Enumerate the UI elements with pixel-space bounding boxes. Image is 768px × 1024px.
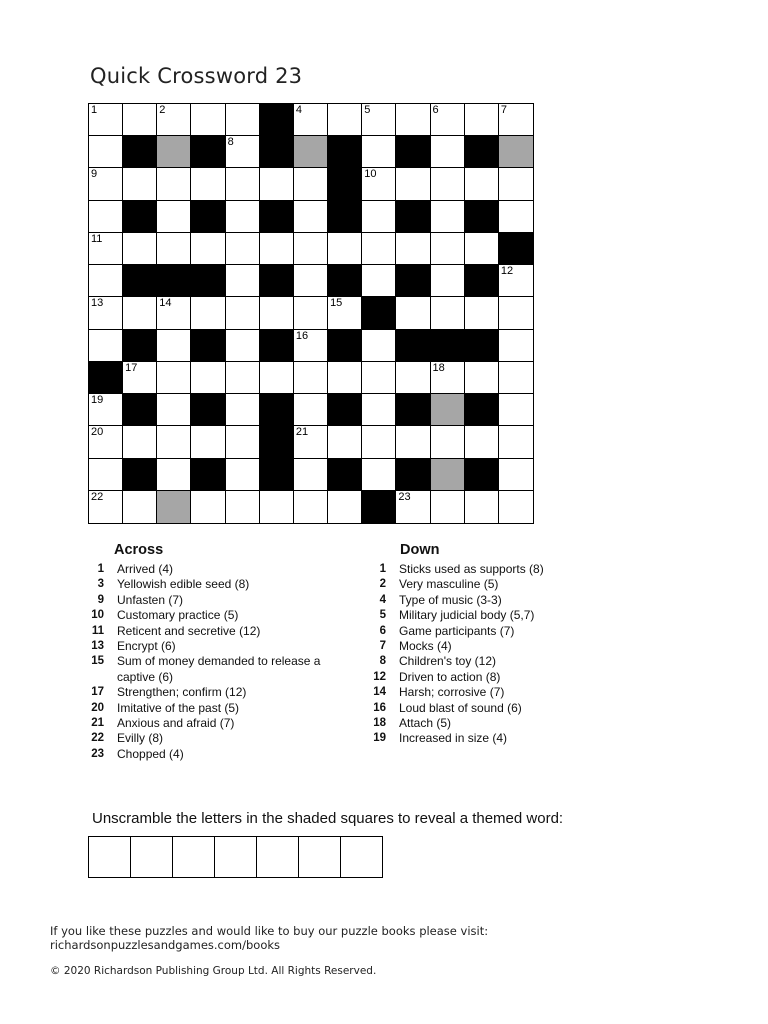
grid-square[interactable]: [362, 201, 396, 233]
clue-text: Loud blast of sound (6): [399, 700, 522, 715]
grid-square[interactable]: [396, 233, 430, 265]
grid-square[interactable]: [260, 233, 294, 265]
grid-square[interactable]: [226, 168, 260, 200]
grid-square[interactable]: [431, 426, 465, 458]
black-square: [123, 265, 157, 297]
grid-square[interactable]: [294, 104, 328, 136]
black-square: [396, 201, 430, 233]
down-clue: [360, 562, 600, 577]
black-square: [499, 233, 533, 265]
clue-text: Harsh; corrosive (7): [399, 685, 505, 700]
down-clue: [360, 731, 600, 746]
clue-text: Sticks used as supports (8): [399, 562, 544, 576]
grid-square[interactable]: [260, 362, 294, 394]
grid-square[interactable]: [499, 426, 533, 458]
grid-square[interactable]: [465, 168, 499, 200]
black-square: [396, 136, 430, 168]
black-square: [191, 459, 225, 491]
black-square: [191, 201, 225, 233]
footer-link[interactable]: richardsonpuzzlesandgames.com/books: [50, 938, 281, 952]
grid-square[interactable]: [362, 459, 396, 491]
black-square: [123, 136, 157, 168]
black-square: [123, 201, 157, 233]
clue-text: Children's toy (12): [399, 654, 496, 669]
across-clues: [78, 542, 358, 762]
clue-number: 6: [432, 104, 439, 116]
grid-square[interactable]: [294, 330, 328, 362]
black-square: [157, 265, 191, 297]
grid-square[interactable]: [226, 201, 260, 233]
grid-square[interactable]: [465, 491, 499, 523]
clue-number: 7: [500, 104, 507, 116]
black-square: [123, 330, 157, 362]
grid-square[interactable]: [499, 459, 533, 491]
clue-text: Imitative of the past (5): [117, 700, 240, 715]
black-square: [328, 459, 362, 491]
shaded-square[interactable]: [157, 136, 191, 168]
grid-square[interactable]: [89, 426, 123, 458]
clue-number: 14: [159, 297, 172, 310]
grid-square[interactable]: [396, 362, 430, 394]
clue-number: 1: [97, 563, 104, 575]
black-square: [396, 394, 430, 426]
grid-square[interactable]: [499, 201, 533, 233]
grid-square[interactable]: [431, 136, 465, 168]
across-clue: [78, 685, 358, 700]
black-square: [260, 394, 294, 426]
across-clue: [78, 593, 358, 608]
black-square: [260, 104, 294, 136]
down-clue: [360, 624, 600, 639]
clue-text: Reticent and secretive (12): [117, 623, 261, 638]
clue-number: 10: [364, 168, 377, 181]
clue-number: 15: [91, 655, 104, 668]
black-square: [89, 362, 123, 394]
grid-square[interactable]: [328, 233, 362, 265]
grid-square[interactable]: [328, 426, 362, 458]
clue-number: 1: [379, 563, 386, 575]
grid-square[interactable]: [191, 491, 225, 523]
grid-square[interactable]: [396, 297, 430, 329]
grid-square[interactable]: [191, 104, 225, 136]
clue-number: 13: [91, 297, 104, 310]
grid-square[interactable]: [89, 104, 123, 136]
grid-square[interactable]: [362, 426, 396, 458]
clue-number: 16: [295, 329, 309, 342]
across-clue: [78, 562, 358, 577]
grid-square[interactable]: [226, 265, 260, 297]
grid-square[interactable]: [123, 168, 157, 200]
clue-text: Encrypt (6): [117, 639, 176, 654]
grid-square[interactable]: [123, 233, 157, 265]
down-clue: [360, 593, 600, 608]
grid-square[interactable]: [226, 426, 260, 458]
black-square: [260, 265, 294, 297]
clue-number: 18: [432, 361, 445, 374]
clue-text: Anxious and afraid (7): [117, 716, 235, 731]
grid-square[interactable]: [123, 104, 157, 136]
black-square: [328, 330, 362, 362]
unscramble-prompt: Unscramble the letters in the shaded squares to reveal a themed word:: [92, 810, 564, 827]
clue-number: 9: [97, 593, 104, 606]
grid-square[interactable]: [123, 297, 157, 329]
grid-square[interactable]: [226, 362, 260, 394]
grid-square[interactable]: [157, 330, 191, 362]
answer-box[interactable]: [341, 837, 383, 877]
clue-number: 23: [398, 490, 411, 503]
footer-line1: If you like these puzzles and would like to buy our puzzle books please visit:: [50, 924, 489, 938]
across-clue: [78, 701, 358, 716]
clue-text: Military judicial body (5,7): [399, 608, 535, 623]
grid-square[interactable]: [123, 426, 157, 458]
black-square: [191, 330, 225, 362]
grid-square[interactable]: [294, 168, 328, 200]
black-square: [396, 265, 430, 297]
down-clue: [360, 577, 600, 592]
black-square: [260, 201, 294, 233]
grid-square[interactable]: [328, 104, 362, 136]
grid-square[interactable]: [157, 459, 191, 491]
answer-box[interactable]: [173, 837, 215, 877]
clue-number: 9: [91, 168, 98, 181]
grid-square[interactable]: [328, 297, 362, 329]
shaded-square[interactable]: [294, 136, 328, 168]
clue-number: 21: [91, 717, 104, 730]
grid-square[interactable]: [157, 201, 191, 233]
grid-square[interactable]: [226, 330, 260, 362]
black-square: [431, 330, 465, 362]
black-square: [465, 394, 499, 426]
grid-square[interactable]: [226, 394, 260, 426]
black-square: [191, 265, 225, 297]
across-clue: [78, 577, 358, 592]
across-clue: [78, 747, 358, 762]
grid-square[interactable]: [226, 233, 260, 265]
answer-box[interactable]: [215, 837, 257, 877]
clue-number: 19: [373, 732, 386, 745]
grid-square[interactable]: [431, 201, 465, 233]
grid-square[interactable]: [362, 362, 396, 394]
black-square: [465, 136, 499, 168]
grid-square[interactable]: [499, 362, 533, 394]
grid-square[interactable]: [294, 201, 328, 233]
grid-square[interactable]: [396, 104, 430, 136]
across-clue: [78, 654, 358, 685]
grid-square[interactable]: [294, 394, 328, 426]
clue-number: 4: [379, 593, 386, 606]
answer-box[interactable]: [299, 837, 341, 877]
clue-number: 20: [91, 426, 104, 439]
grid-square[interactable]: [294, 362, 328, 394]
grid-square[interactable]: [191, 233, 225, 265]
black-square: [260, 426, 294, 458]
black-square: [465, 459, 499, 491]
down-clue: [360, 608, 600, 623]
grid-square[interactable]: [89, 394, 123, 426]
down-clue: [360, 670, 600, 685]
clue-number: 3: [97, 578, 104, 591]
grid-square[interactable]: [294, 265, 328, 297]
clue-number: 8: [379, 655, 386, 668]
across-clue: [78, 608, 358, 623]
grid-square[interactable]: [89, 330, 123, 362]
grid-square[interactable]: [328, 491, 362, 523]
grid-square[interactable]: [362, 265, 396, 297]
grid-square[interactable]: [226, 104, 260, 136]
grid-square[interactable]: [226, 491, 260, 523]
grid-square[interactable]: [89, 136, 123, 168]
grid-square[interactable]: [362, 136, 396, 168]
across-heading: Across: [114, 542, 164, 558]
answer-box[interactable]: [131, 837, 173, 877]
clue-number: 7: [379, 640, 386, 653]
clue-text: Yellowish edible seed (8): [117, 577, 250, 592]
black-square: [362, 491, 396, 523]
across-clue-list: [78, 562, 358, 762]
puzzle-title: Quick Crossword 23: [90, 64, 303, 88]
down-clues: [360, 542, 600, 747]
grid-square[interactable]: [294, 297, 328, 329]
grid-square[interactable]: [226, 459, 260, 491]
clue-number: 3: [261, 104, 268, 116]
grid-square[interactable]: [226, 136, 260, 168]
clue-number: 12: [373, 670, 386, 683]
grid-square[interactable]: [396, 426, 430, 458]
grid-square[interactable]: [294, 233, 328, 265]
black-square: [328, 265, 362, 297]
grid-square[interactable]: [465, 362, 499, 394]
clue-text: Mocks (4): [399, 639, 452, 654]
clue-number: 6: [379, 624, 386, 637]
grid-square[interactable]: [157, 297, 191, 329]
grid-square[interactable]: [123, 362, 157, 394]
clue-text: Increased in size (4): [399, 731, 508, 746]
clue-text: Sum of money demanded to release a captive (6): [117, 654, 321, 684]
clue-text: Very masculine (5): [399, 577, 499, 592]
grid-square[interactable]: [260, 168, 294, 200]
black-square: [396, 330, 430, 362]
clue-number: 19: [91, 394, 104, 407]
grid-square[interactable]: [431, 233, 465, 265]
grid-square[interactable]: [499, 104, 533, 136]
grid-square[interactable]: [226, 297, 260, 329]
clue-number: 20: [91, 701, 104, 714]
grid-square[interactable]: [294, 426, 328, 458]
grid-square[interactable]: [465, 297, 499, 329]
shaded-square[interactable]: [157, 491, 191, 523]
across-clue: [78, 639, 358, 654]
clue-number: 15: [330, 297, 343, 310]
black-square: [328, 136, 362, 168]
grid-square[interactable]: [157, 426, 191, 458]
grid-square[interactable]: [89, 491, 123, 523]
grid-square[interactable]: [294, 491, 328, 523]
clue-number: 2: [379, 578, 386, 591]
black-square: [396, 459, 430, 491]
grid-square[interactable]: [499, 491, 533, 523]
grid-square[interactable]: [396, 491, 430, 523]
grid-square[interactable]: [157, 168, 191, 200]
down-clue: [360, 685, 600, 700]
grid-square[interactable]: [89, 459, 123, 491]
clue-number: 2: [159, 104, 166, 116]
grid-square[interactable]: [396, 168, 430, 200]
down-heading: Down: [400, 542, 440, 558]
black-square: [123, 459, 157, 491]
shaded-square[interactable]: [431, 394, 465, 426]
clue-number: 17: [125, 361, 138, 374]
grid-square[interactable]: [431, 491, 465, 523]
grid-square[interactable]: [431, 362, 465, 394]
grid-square[interactable]: [191, 297, 225, 329]
grid-square[interactable]: [89, 201, 123, 233]
black-square: [191, 136, 225, 168]
down-clue: [360, 701, 600, 716]
grid-square[interactable]: [431, 297, 465, 329]
grid-square[interactable]: [499, 265, 533, 297]
clue-text: Game participants (7): [399, 623, 515, 638]
black-square: [362, 297, 396, 329]
black-square: [465, 330, 499, 362]
grid-square[interactable]: [123, 491, 157, 523]
grid-square[interactable]: [328, 362, 362, 394]
clue-text: Driven to action (8): [399, 669, 501, 684]
clue-number: 1: [91, 104, 98, 116]
black-square: [123, 394, 157, 426]
down-clue: [360, 654, 600, 669]
grid-square[interactable]: [157, 394, 191, 426]
black-square: [260, 459, 294, 491]
clue-number: 18: [373, 717, 386, 730]
clue-text: Chopped (4): [117, 746, 184, 761]
grid-square[interactable]: [431, 168, 465, 200]
black-square: [260, 136, 294, 168]
grid-square[interactable]: [465, 426, 499, 458]
grid-square[interactable]: [191, 168, 225, 200]
grid-square[interactable]: [362, 394, 396, 426]
down-clue: [360, 639, 600, 654]
copyright-notice: © 2020 Richardson Publishing Group Ltd. All Rights Reserved.: [50, 965, 377, 977]
clue-number: 14: [373, 686, 386, 699]
across-clue: [78, 731, 358, 746]
grid-square[interactable]: [89, 168, 123, 200]
grid-square[interactable]: [465, 104, 499, 136]
clue-number: 16: [373, 701, 386, 714]
clue-number: 8: [227, 136, 234, 149]
black-square: [328, 201, 362, 233]
grid-square[interactable]: [157, 233, 191, 265]
clue-number: 12: [500, 265, 514, 278]
black-square: [328, 168, 362, 200]
clue-number: 4: [295, 104, 303, 116]
clue-number: 23: [91, 747, 104, 760]
grid-square[interactable]: [362, 168, 396, 200]
clue-number: 5: [364, 104, 371, 116]
grid-square[interactable]: [499, 297, 533, 329]
across-clue: [78, 716, 358, 731]
black-square: [465, 201, 499, 233]
grid-square[interactable]: [157, 362, 191, 394]
shaded-square[interactable]: [499, 136, 533, 168]
clue-number: 17: [91, 686, 104, 699]
grid-square[interactable]: [499, 394, 533, 426]
clue-text: Strengthen; confirm (12): [117, 685, 247, 700]
grid-square[interactable]: [294, 459, 328, 491]
answer-box[interactable]: [257, 837, 299, 877]
clue-text: Evilly (8): [117, 731, 164, 746]
grid-square[interactable]: [465, 233, 499, 265]
grid-square[interactable]: [499, 330, 533, 362]
shaded-square[interactable]: [431, 459, 465, 491]
answer-box[interactable]: [89, 837, 131, 877]
grid-square[interactable]: [362, 104, 396, 136]
black-square: [191, 394, 225, 426]
grid-square[interactable]: [260, 297, 294, 329]
clue-number: 21: [295, 426, 309, 439]
clue-text: Attach (5): [399, 716, 452, 731]
clue-number: 5: [379, 609, 386, 622]
grid-square[interactable]: [191, 426, 225, 458]
clue-number: 13: [91, 640, 104, 653]
grid-square[interactable]: [260, 491, 294, 523]
clue-number: 22: [91, 732, 104, 745]
grid-square[interactable]: [157, 104, 191, 136]
grid-square[interactable]: [89, 297, 123, 329]
across-clue: [78, 624, 358, 639]
grid-square[interactable]: [431, 265, 465, 297]
grid-square[interactable]: [431, 104, 465, 136]
grid-square[interactable]: [191, 362, 225, 394]
clue-text: Arrived (4): [117, 562, 174, 576]
clue-text: Type of music (3-3): [399, 592, 502, 607]
grid-square[interactable]: [362, 330, 396, 362]
answer-boxes: [88, 836, 383, 878]
clue-text: Customary practice (5): [117, 608, 239, 623]
clue-number: 10: [91, 609, 104, 622]
clue-number: 22: [91, 490, 104, 503]
black-square: [328, 394, 362, 426]
grid-square[interactable]: [362, 233, 396, 265]
grid-square[interactable]: [89, 233, 123, 265]
clue-number: 11: [91, 232, 103, 245]
down-clue-list: [360, 562, 600, 747]
clue-text: Unfasten (7): [117, 592, 184, 607]
black-square: [260, 330, 294, 362]
down-clue: [360, 716, 600, 731]
black-square: [465, 265, 499, 297]
grid-square[interactable]: [89, 265, 123, 297]
grid-square[interactable]: [499, 168, 533, 200]
clue-number: 11: [91, 624, 104, 637]
crossword-grid: [88, 103, 534, 524]
